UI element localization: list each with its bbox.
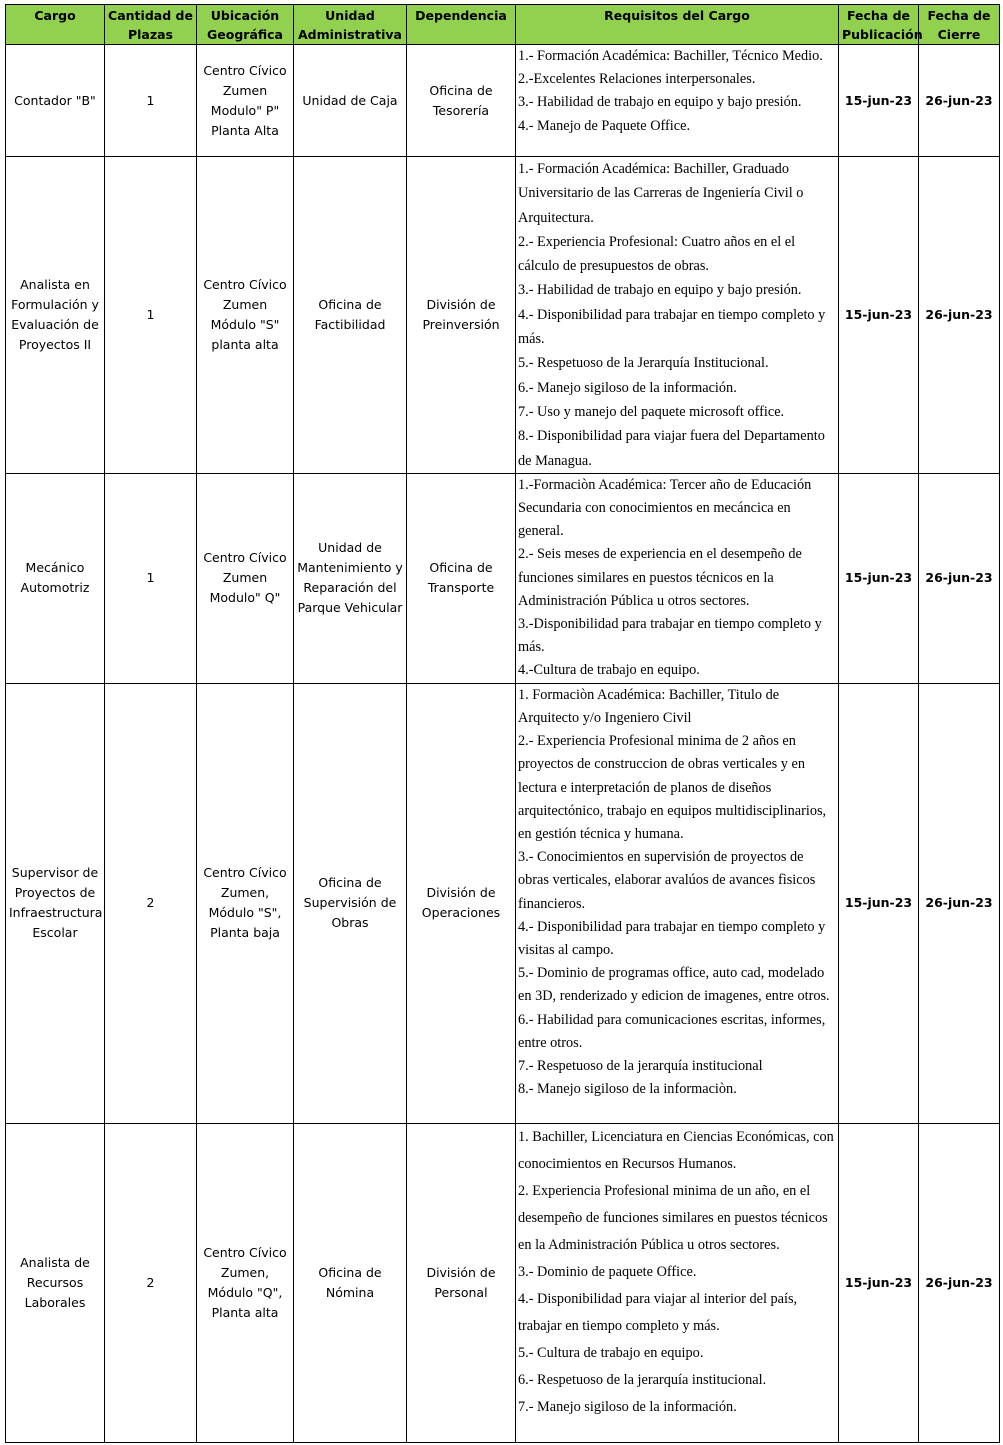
requisito-item: 2. Experiencia Profesional minima de un año, en el desempeño de funciones similares en puestos técnicos en la Administración Pública u otros sectores. bbox=[518, 1182, 828, 1253]
requisito-item: 2.-Excelentes Relaciones interpersonales. bbox=[518, 71, 756, 88]
unidad-cell: Unidad de Mantenimiento y Reparación del Parque Vehicular bbox=[294, 473, 407, 683]
header-requisitos: Requisitos del Cargo bbox=[516, 5, 839, 45]
fecha-publicacion-cell: 15-jun-23 bbox=[839, 45, 919, 157]
job-postings-table bbox=[5, 4, 1000, 1443]
requisito-item: 4.- Disponibilidad para trabajar en tiempo completo y visitas al campo. bbox=[518, 918, 826, 958]
header-cantidad: Cantidad de Plazas bbox=[105, 5, 197, 45]
ubicacion-cell: Centro Cívico Zumen Módulo "S" planta alta bbox=[197, 157, 294, 474]
requisito-item: 3.- Conocimientos en supervisión de proyectos de obras verticales, elaborar avalúos de avances fìsicos financieros. bbox=[518, 849, 816, 912]
requisito-item: 3.-Disponibilidad para trabajar en tiempo completo y más. bbox=[518, 616, 822, 656]
cantidad-cell: 2 bbox=[105, 683, 197, 1123]
dependencia-cell: Oficina de Transporte bbox=[407, 473, 516, 683]
cantidad-cell: 2 bbox=[105, 1123, 197, 1442]
requisitos-cell bbox=[516, 45, 839, 157]
requisitos-cell bbox=[516, 157, 839, 474]
fecha-publicacion-cell: 15-jun-23 bbox=[839, 473, 919, 683]
requisito-item: 3.- Dominio de paquete Office. bbox=[518, 1263, 697, 1280]
requisito-item: 4.- Disponibilidad para viajar al interior del país, trabajar en tiempo completo y más. bbox=[518, 1290, 798, 1334]
fecha-cierre-cell: 26-jun-23 bbox=[919, 683, 1000, 1123]
table-row bbox=[6, 1123, 1000, 1442]
cantidad-cell: 1 bbox=[105, 45, 197, 157]
header-row bbox=[6, 5, 1000, 45]
unidad-cell: Oficina de Factibilidad bbox=[294, 157, 407, 474]
header-cierre: Fecha de Cierre bbox=[919, 5, 1000, 45]
dependencia-cell: Oficina de Tesorería bbox=[407, 45, 516, 157]
table-row bbox=[6, 157, 1000, 474]
fecha-publicacion-cell: 15-jun-23 bbox=[839, 683, 919, 1123]
fecha-cierre-cell: 26-jun-23 bbox=[919, 45, 1000, 157]
requisito-item: 6.- Respetuoso de la jerarquía institucional. bbox=[518, 1371, 767, 1388]
requisito-item: 5.- Respetuoso de la Jerarquía Institucional. bbox=[518, 355, 769, 372]
requisito-item: 1.- Formación Académica: Bachiller, Técnico Medio. bbox=[518, 48, 823, 64]
requisito-item: 3.- Habilidad de trabajo en equipo y bajo presión. bbox=[518, 282, 802, 299]
requisito-item: 6.- Habilidad para comunicaciones escritas, informes, entre otros. bbox=[518, 1011, 826, 1051]
requisito-item: 8.- Manejo sigiloso de la informaciòn. bbox=[518, 1081, 737, 1098]
requisito-item: 2.- Experiencia Profesional minima de 2 años en proyectos de construccion de obras verticales y en lectura e interpretación de planos de diseños arquitectónico, trabajo en equipos multidisciplinarios, en gestión técnica y humana. bbox=[518, 733, 827, 842]
fecha-publicacion-cell: 15-jun-23 bbox=[839, 157, 919, 474]
ubicacion-cell: Centro Cívico Zumen, Módulo "S", Planta baja bbox=[197, 683, 294, 1123]
requisito-item: 4.- Disponibilidad para trabajar en tiempo completo y más. bbox=[518, 306, 826, 348]
cargo-cell: Contador "B" bbox=[6, 45, 105, 157]
unidad-cell: Unidad de Caja bbox=[294, 45, 407, 157]
cargo-cell: Analista de Recursos Laborales bbox=[6, 1123, 105, 1442]
requisito-item: 2.- Experiencia Profesional: Cuatro años en el el cálculo de presupuestos de obras. bbox=[518, 233, 796, 275]
table-row bbox=[6, 683, 1000, 1123]
dependencia-cell: División de Personal bbox=[407, 1123, 516, 1442]
header-dependencia: Dependencia bbox=[407, 5, 516, 45]
requisitos-cell bbox=[516, 1123, 839, 1442]
ubicacion-cell: Centro Cívico Zumen, Módulo "Q", Planta alta bbox=[197, 1123, 294, 1442]
cargo-cell: Analista en Formulación y Evaluación de Proyectos II bbox=[6, 157, 105, 474]
unidad-cell: Oficina de Supervisión de Obras bbox=[294, 683, 407, 1123]
header-publicacion: Fecha de Publicación bbox=[839, 5, 919, 45]
requisito-item: 6.- Manejo sigiloso de la información. bbox=[518, 379, 737, 396]
ubicacion-cell: Centro Cívico Zumen Modulo" Q" bbox=[197, 473, 294, 683]
requisito-item: 1.- Formación Académica: Bachiller, Graduado Universitario de las Carreras de Ingeniería Civil o Arquitectura. bbox=[518, 161, 804, 226]
unidad-cell: Oficina de Nómina bbox=[294, 1123, 407, 1442]
requisito-item: 3.- Habilidad de trabajo en equipo y bajo presión. bbox=[518, 94, 802, 111]
table-row bbox=[6, 45, 1000, 157]
requisito-item: 5.- Dominio de programas office, auto cad, modelado en 3D, renderizado y edicion de imagenes, entre otros. bbox=[518, 965, 830, 1005]
requisito-item: 4.- Manejo de Paquete Office. bbox=[518, 117, 691, 134]
table-row bbox=[6, 473, 1000, 683]
cargo-cell: Mecánico Automotriz bbox=[6, 473, 105, 683]
header-unidad: Unidad Administrativa bbox=[294, 5, 407, 45]
requisito-item: 1. Bachiller, Licenciatura en Ciencias Económicas, con conocimientos en Recursos Humanos. bbox=[518, 1128, 834, 1172]
header-cargo: Cargo bbox=[6, 5, 105, 45]
requisito-item: 5.- Cultura de trabajo en equipo. bbox=[518, 1344, 704, 1361]
requisitos-cell bbox=[516, 683, 839, 1123]
cargo-cell: Supervisor de Proyectos de Infraestructura Escolar bbox=[6, 683, 105, 1123]
requisitos-cell bbox=[516, 473, 839, 683]
requisito-item: 1. Formaciòn Académica: Bachiller, Titulo de Arquitecto y/o Ingeniero Civil bbox=[518, 686, 780, 726]
requisito-item: 8.- Disponibilidad para viajar fuera del Departamento de Managua. bbox=[518, 428, 825, 469]
requisito-item: 1.-Formaciòn Académica: Tercer año de Educación Secundaria con conocimientos en mecáncica en general. bbox=[518, 476, 812, 540]
requisito-item: 7.- Uso y manejo del paquete microsoft office. bbox=[518, 403, 785, 420]
requisito-item: 7.- Respetuoso de la jerarquía institucional bbox=[518, 1057, 763, 1074]
requisito-item: 4.-Cultura de trabajo en equipo. bbox=[518, 662, 700, 679]
fecha-publicacion-cell: 15-jun-23 bbox=[839, 1123, 919, 1442]
requisito-item: 2.- Seis meses de experiencia en el desempeño de funciones similares en puestos técnicos en la Administración Pública u otros sectores. bbox=[518, 546, 802, 609]
ubicacion-cell: Centro Cívico Zumen Modulo" P" Planta Alta bbox=[197, 45, 294, 157]
cantidad-cell: 1 bbox=[105, 473, 197, 683]
requisito-item: 7.- Manejo sigiloso de la información. bbox=[518, 1398, 737, 1415]
dependencia-cell: División de Operaciones bbox=[407, 683, 516, 1123]
header-ubicacion: Ubicación Geográfica bbox=[197, 5, 294, 45]
fecha-cierre-cell: 26-jun-23 bbox=[919, 473, 1000, 683]
dependencia-cell: División de Preinversión bbox=[407, 157, 516, 474]
fecha-cierre-cell: 26-jun-23 bbox=[919, 1123, 1000, 1442]
cantidad-cell: 1 bbox=[105, 157, 197, 474]
fecha-cierre-cell: 26-jun-23 bbox=[919, 157, 1000, 474]
